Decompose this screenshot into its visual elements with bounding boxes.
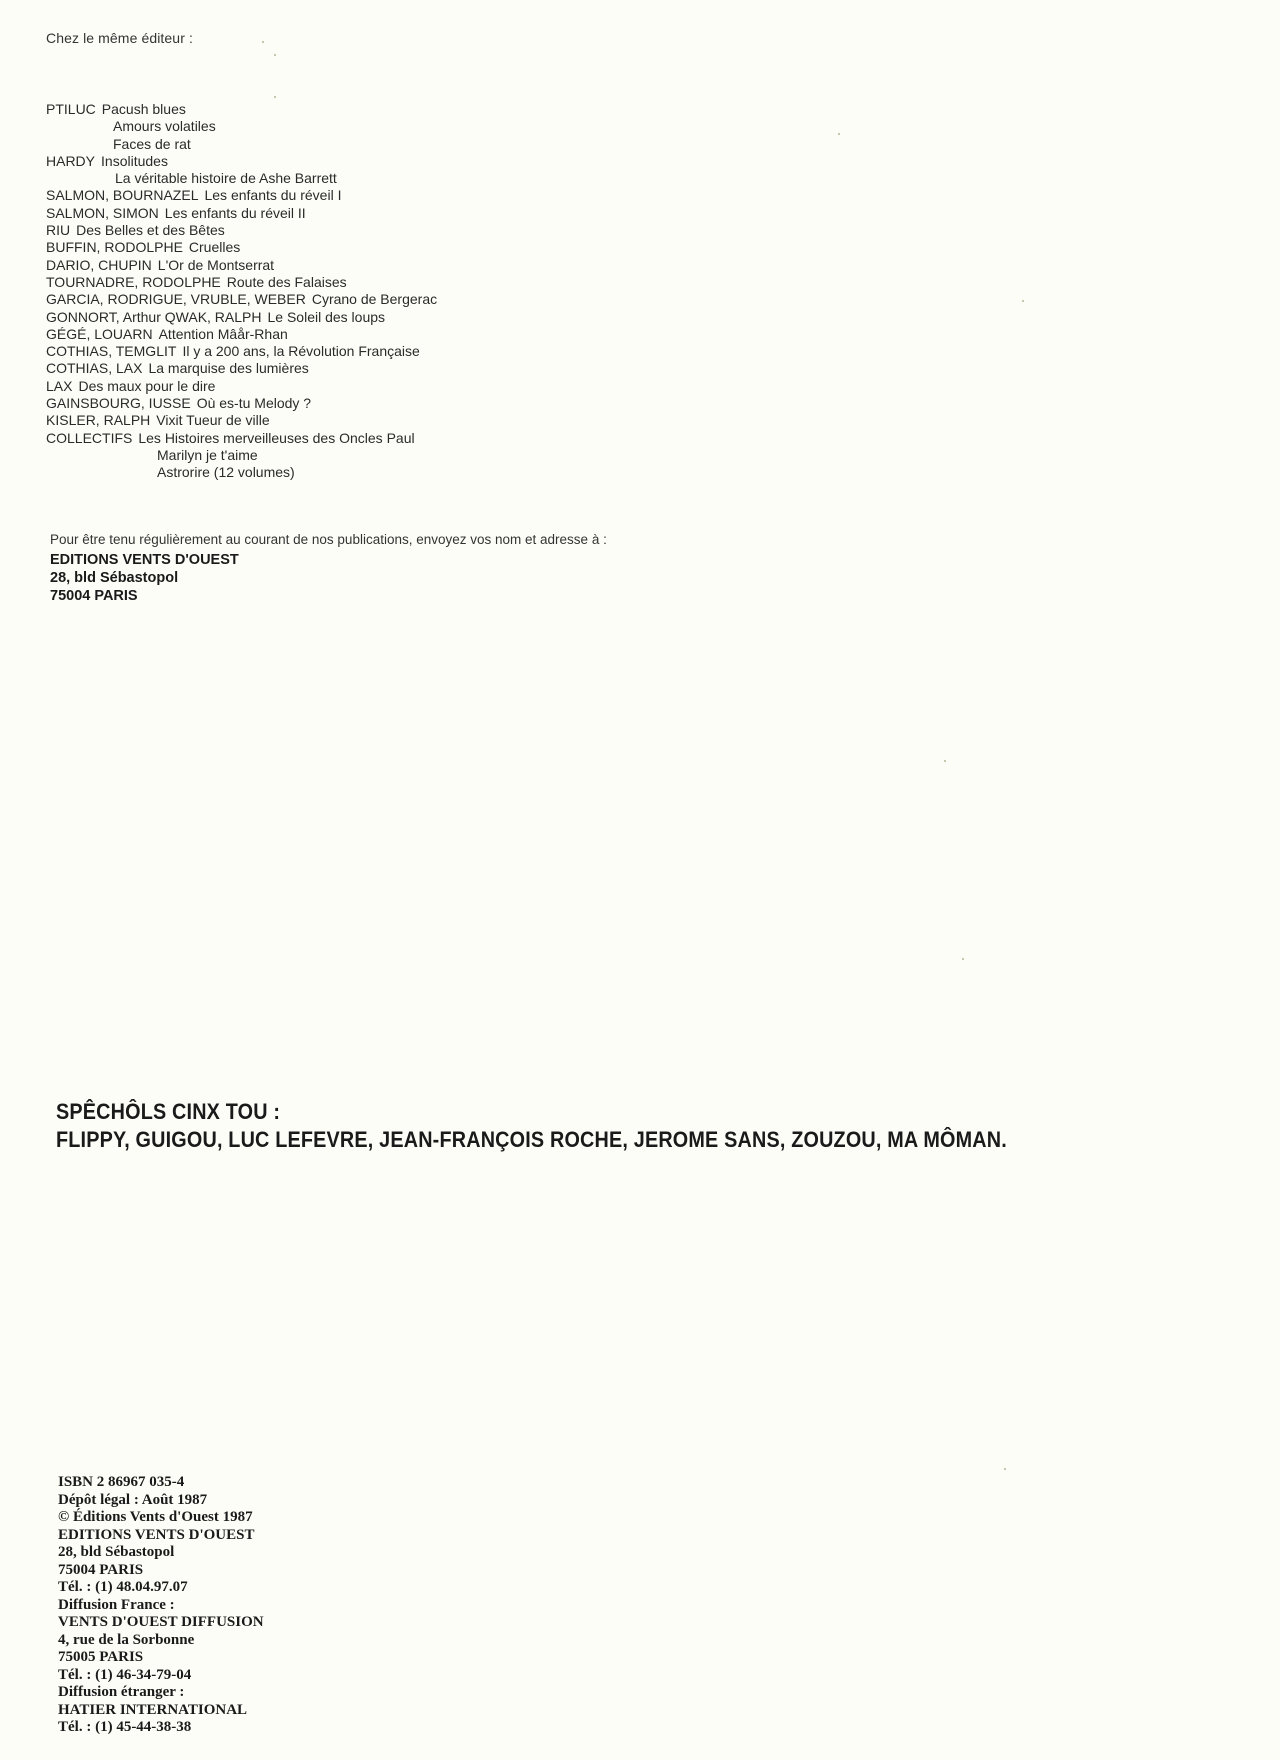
catalog-authors: TOURNADRE, RODOLPHE [46,273,221,290]
catalog-entry [46,101,437,153]
catalog-authors: GONNORT, Arthur QWAK, RALPH [46,308,262,325]
catalog-authors: KISLER, RALPH [46,412,151,429]
legal-notice [58,1474,264,1737]
catalog-entry [46,378,437,395]
catalog-entry [46,412,437,429]
legal-line: Tél. : (1) 45-44-38-38 [58,1719,192,1735]
catalog-title: Attention Mâår-Rhan [158,325,288,342]
legal-line: VENTS D'OUEST DIFFUSION [58,1614,264,1630]
catalog-authors: SALMON, SIMON [46,204,159,221]
catalog-authors: HARDY [46,152,96,169]
catalog-title: Où es-tu Melody ? [196,395,312,412]
legal-line: Tél. : (1) 46-34-79-04 [58,1666,192,1683]
catalog-entry [46,187,437,204]
paper-speck [962,958,964,960]
catalog-entry [46,153,437,188]
paper-speck [1004,1468,1006,1470]
catalog-authors: RIU [46,222,71,239]
legal-line: Tél. : (1) 48.04.97.07 [58,1579,188,1595]
catalog-authors: LAX [46,377,73,394]
catalog-entry [46,257,437,274]
catalog-authors: GAINSBOURG, IUSSE [46,395,191,412]
legal-line: Diffusion France : [58,1596,175,1613]
catalog-title: Faces de rat [113,135,191,152]
catalog-entry [46,222,437,239]
legal-line: Diffusion étranger : [58,1684,185,1700]
catalog-title: Le Soleil des loups [267,308,386,325]
catalog-entry [46,430,437,482]
subscribe-note: Pour être tenu régulièrement au courant de nos publications, envoyez vos nom et adresse à : [50,532,607,547]
catalog-entry [46,239,437,256]
catalog-authors: GARCIA, RODRIGUE, VRUBLE, WEBER [46,291,306,308]
catalog-authors: COLLECTIFS [46,429,133,446]
catalog-title: La véritable histoire de Ashe Barrett [115,170,337,187]
catalog-title: L'Or de Montserrat [157,256,275,273]
catalog-title: Route des Falaises [226,273,347,290]
catalog-authors: GÉGÉ, LOUARN [46,325,153,342]
catalog-title: Astrorire (12 volumes) [157,464,295,481]
catalog-entry [46,395,437,412]
catalog-title: Pacush blues [101,101,186,117]
legal-line: 75004 PARIS [58,1561,144,1578]
address-line: EDITIONS VENTS D'OUEST [50,552,239,568]
paper-speck [1022,300,1024,302]
legal-line: Dépôt légal : Août 1987 [58,1491,208,1508]
catalog-authors: SALMON, BOURNAZEL [46,187,199,204]
catalog-title: La marquise des lumières [148,360,309,377]
catalog-title: Des maux pour le dire [78,377,216,394]
catalog-authors: BUFFIN, RODOLPHE [46,239,183,256]
same-publisher-heading: Chez le même éditeur : [46,30,193,46]
publisher-address [50,551,239,605]
catalog-entry [46,360,437,377]
catalog-authors: PTILUC [46,101,96,117]
catalog-title: Des Belles et des Bêtes [76,222,225,239]
paper-speck [274,96,276,98]
address-line: 28, bld Sébastopol [50,570,179,586]
legal-line: © Éditions Vents d'Ouest 1987 [58,1509,253,1525]
catalog-list [46,101,437,482]
catalog-title: Amours volatiles [113,118,216,135]
catalog-entry [46,291,437,308]
catalog-title: Cyrano de Bergerac [311,291,438,308]
paper-speck [944,760,946,762]
catalog-authors: DARIO, CHUPIN [46,256,152,273]
catalog-entry [46,343,437,360]
thanks-heading: SPÊCHÔLS CINX TOU : [56,1099,281,1124]
legal-line: 75005 PARIS [58,1649,144,1665]
catalog-authors: COTHIAS, TEMGLIT [46,343,177,360]
paper-speck [274,54,276,56]
catalog-authors: COTHIAS, LAX [46,360,143,377]
legal-line: EDITIONS VENTS D'OUEST [58,1526,255,1543]
catalog-entry [46,205,437,222]
catalog-title: Les enfants du réveil I [204,187,342,204]
address-line: 75004 PARIS [50,588,138,604]
catalog-entry [46,274,437,291]
catalog-title: Insolitudes [101,152,168,169]
thanks-names: FLIPPY, GUIGOU, LUC LEFEVRE, JEAN-FRANÇOIS ROCHE, JEROME SANS, ZOUZOU, MA MÔMAN. [56,1127,1007,1152]
catalog-title: Les Histoires merveilleuses des Oncles Paul [138,429,415,446]
legal-line: 28, bld Sébastopol [58,1544,175,1560]
paper-speck [262,41,264,43]
legal-line: ISBN 2 86967 035-4 [58,1474,185,1490]
special-thanks [56,1098,1113,1154]
legal-line: 4, rue de la Sorbonne [58,1631,195,1648]
catalog-entry [46,309,437,326]
catalog-title: Les enfants du réveil II [164,204,306,221]
catalog-title: Cruelles [188,239,241,256]
catalog-title: Vixit Tueur de ville [156,412,270,429]
catalog-entry [46,326,437,343]
catalog-title: Il y a 200 ans, la Révolution Française [182,343,420,360]
catalog-title: Marilyn je t'aime [157,446,258,463]
legal-line: HATIER INTERNATIONAL [58,1701,248,1718]
paper-speck [838,133,840,135]
